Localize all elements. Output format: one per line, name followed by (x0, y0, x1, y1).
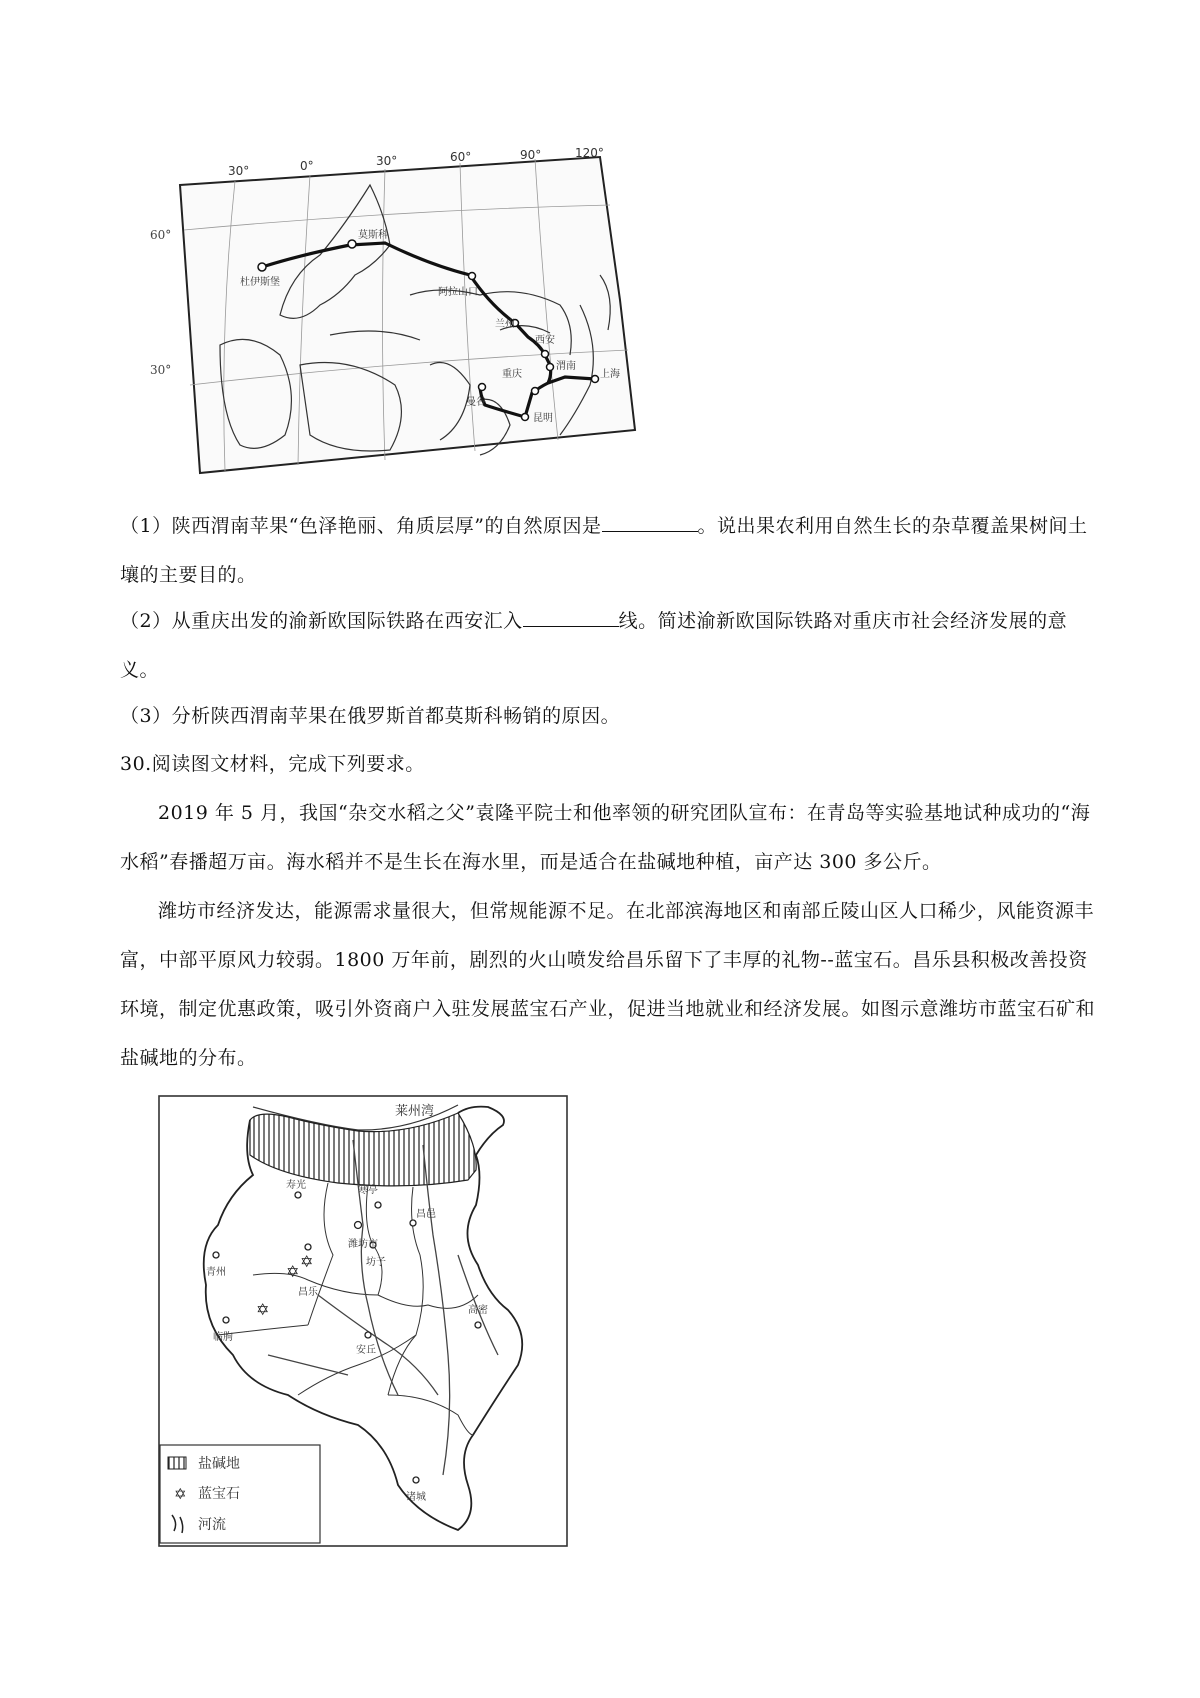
question-1 (120, 502, 1100, 600)
map-legend (160, 1445, 320, 1543)
svg-text:✡: ✡ (300, 1252, 314, 1271)
lon-label: 120° (575, 146, 604, 160)
lon-label: 0° (300, 159, 314, 173)
city-label-anqiu: 安丘 (356, 1345, 376, 1356)
city-label-linqu: 临朐 (213, 1332, 233, 1343)
lat-label: 60° (150, 228, 172, 242)
legend-saline: 盐碱地 (198, 1456, 240, 1472)
city-label-bangkok: 曼谷 (466, 397, 486, 408)
question-2-text-a: （2）从重庆出发的渝新欧国际铁路在西安汇入 (120, 610, 523, 632)
city-label-shouguang: 寿光 (286, 1180, 306, 1191)
lon-label: 60° (450, 150, 472, 164)
bay-label: 莱州湾 (395, 1104, 435, 1119)
city-label-qingzhou: 青州 (206, 1267, 226, 1278)
svg-text:✡: ✡ (256, 1300, 270, 1319)
svg-text:✡: ✡ (286, 1262, 300, 1281)
city-label-lanzhou: 兰州 (495, 319, 515, 330)
question-1-text-a: （1）陕西渭南苹果“色泽艳丽、角质层厚”的自然原因是 (120, 515, 602, 537)
city-label-weifang: 潍坊市 (348, 1239, 378, 1250)
weifang-map (158, 1095, 568, 1547)
city-label-changyi: 昌邑 (416, 1209, 436, 1220)
city-label-fangzi: 坊子 (366, 1257, 386, 1268)
legend-sapphire: 蓝宝石 (198, 1486, 240, 1502)
question-30-heading: 30.阅读图文材料，完成下列要求。 (120, 753, 425, 775)
question-3: （3）分析陕西渭南苹果在俄罗斯首都莫斯科畅销的原因。 (120, 705, 621, 727)
city-label-shanghai: 上海 (600, 369, 620, 380)
city-label-moscow: 莫斯科 (358, 230, 388, 241)
city-label-duisburg: 杜伊斯堡 (240, 277, 280, 288)
eurasia-railway-map (180, 146, 700, 473)
city-label-alashankou: 阿拉山口 (438, 287, 478, 298)
city-label-xian: 西安 (535, 335, 555, 346)
city-label-zhucheng: 诸城 (406, 1492, 426, 1503)
city-label-kunming: 昆明 (533, 413, 553, 424)
lon-label: 30° (376, 154, 398, 168)
material-paragraph-1: 2019 年 5 月，我国“杂交水稻之父”袁隆平院士和他率领的研究团队宣布：在青岛等实验基地试种成功的“海水稻”春播超万亩。海水稻并不是生长在海水里，而是适合在盐碱地种植，亩产达 300 多公斤。 (120, 802, 1091, 873)
material-paragraph-2: 潍坊市经济发达，能源需求量很大，但常规能源不足。在北部滨海地区和南部丘陵山区人口稀少，风能资源丰富，中部平原风力较弱。1800 万年前，剧烈的火山喷发给昌乐留下了丰厚的礼物--蓝宝石。昌乐县积极改善投资环境，制定优惠政策，吸引外资商户入驻发展蓝宝石产业，促进当地就业和经济发展。如图示意潍坊市蓝宝石矿和盐碱地的分布。 (120, 900, 1096, 1069)
city-label-weinan: 渭南 (556, 361, 576, 372)
legend-river: 河流 (198, 1517, 226, 1533)
city-label-hanting: 寒亭 (358, 1185, 378, 1196)
question-1-text-b: 。说出果农利用自然生长的杂草覆盖果树间土壤的主要目的。 (120, 515, 1088, 586)
lon-label: 90° (520, 148, 542, 162)
lat-label: 30° (150, 363, 172, 377)
question-2 (120, 597, 1100, 695)
svg-text:✡: ✡ (174, 1485, 187, 1503)
answer-blank (523, 625, 619, 627)
city-label-chongqing: 重庆 (502, 369, 522, 380)
answer-blank (602, 530, 698, 532)
city-label-changle: 昌乐 (298, 1287, 318, 1298)
city-label-gaomi: 高密 (468, 1305, 488, 1316)
question-2-text-b: 线。简述渝新欧国际铁路对重庆市社会经济发展的意义。 (120, 610, 1068, 681)
lon-label: 30° (228, 164, 250, 178)
